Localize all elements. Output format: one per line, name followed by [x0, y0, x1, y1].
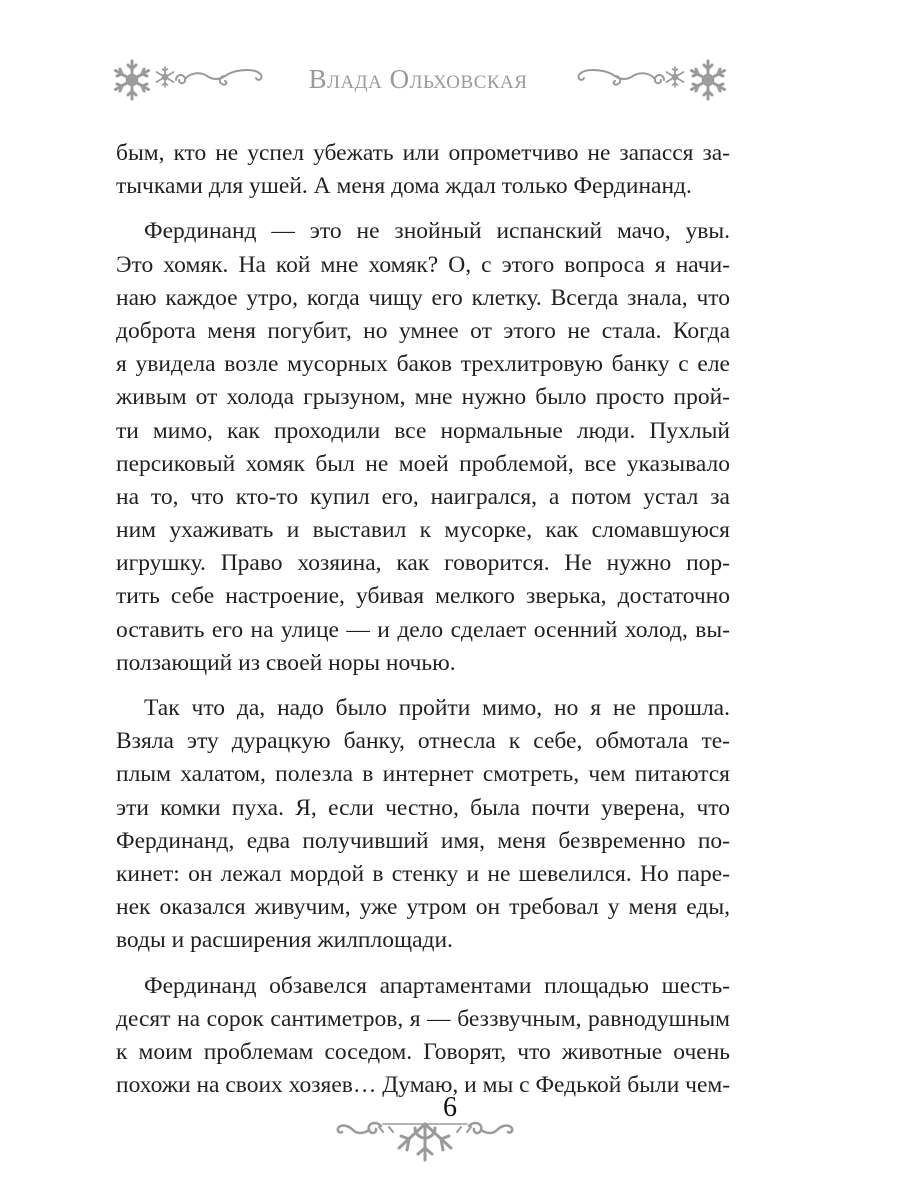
- text-line: ползающий из своей норы ночью.: [116, 649, 456, 676]
- text-line: бым, кто не успел убежать или опрометчиво не запасся за-: [116, 140, 730, 166]
- text-line: Это хомяк. На кой мне хомяк? О, с этого вопроса я начи-: [116, 251, 730, 278]
- text-line: нек оказался живучим, уже утром он требовал у меня еды,: [116, 894, 730, 921]
- paragraph: [116, 215, 730, 680]
- text-line: воды и расширения жилплощади.: [116, 927, 453, 954]
- text-line: Фердинанд — это не знойный испанский мачо, увы.: [144, 218, 730, 245]
- text-line: живым от холода грызуном, мне нужно было просто прой-: [116, 384, 730, 411]
- text-line: Так что да, надо было пройти мимо, но я не прошла.: [144, 695, 730, 721]
- text-line: тычками для ушей. А меня дома ждал только Фердинанд.: [116, 173, 692, 200]
- paragraph: [116, 970, 730, 1103]
- text-line: к моим проблемам соседом. Говорят, что животные очень: [116, 1038, 730, 1065]
- text-line: на то, что кто-то купил его, наигрался, а потом устал за: [116, 483, 730, 510]
- text-line: наю каждое утро, когда чищу его клетку. Всегда знала, что: [116, 284, 730, 311]
- text-line: Фердинанд обзавелся апартаментами площадью шесть-: [144, 972, 730, 999]
- author-name-header: Влада Ольховская: [308, 64, 528, 94]
- running-header: [118, 58, 718, 102]
- text-line: ним ухаживать и выставил к мусорке, как сломавшуюся: [116, 517, 730, 544]
- text-line: я увидела возле мусорных баков трехлитровую банку с еле: [116, 351, 730, 378]
- snowflake-swirl-footer-icon: [325, 1120, 525, 1180]
- text-line: персиковый хомяк был не моей проблемой, все указывало: [116, 450, 730, 477]
- text-line: тить себе настроение, убивая мелкого зверька, достаточно: [116, 583, 730, 610]
- text-line: Фердинанд, едва получивший имя, меня безвременно по-: [116, 827, 730, 854]
- page-number: 6: [443, 1092, 457, 1123]
- page-body-text: [116, 137, 730, 1102]
- snowflake-swirl-right-icon: [550, 58, 730, 102]
- paragraph: [116, 692, 730, 958]
- text-line: ти мимо, как проходили все нормальные люди. Пухлый: [116, 417, 730, 444]
- paragraph: [116, 137, 730, 203]
- text-line: эти комки пуха. Я, если честно, была почти уверена, что: [116, 794, 730, 821]
- text-line: кинет: он лежал мордой в стенку и не шевелился. Но паре-: [116, 860, 730, 887]
- text-line: похожи на своих хозяев… Думаю, и мы с Федькой были чем-: [116, 1072, 731, 1099]
- text-line: плым халатом, полезла в интернет смотреть, чем питаются: [116, 761, 730, 788]
- text-line: Взяла эту дурацкую банку, отнесла к себе, обмотала те-: [116, 728, 730, 755]
- text-line: доброта меня погубит, но умнее от этого не стала. Когда: [116, 317, 730, 344]
- text-line: игрушку. Право хозяина, как говорится. Не нужно пор-: [116, 550, 730, 577]
- text-line: десят на сорок сантиметров, я — беззвучным, равнодушным: [116, 1005, 730, 1032]
- text-line: оставить его на улице — и дело сделает осенний холод, вы-: [116, 616, 730, 643]
